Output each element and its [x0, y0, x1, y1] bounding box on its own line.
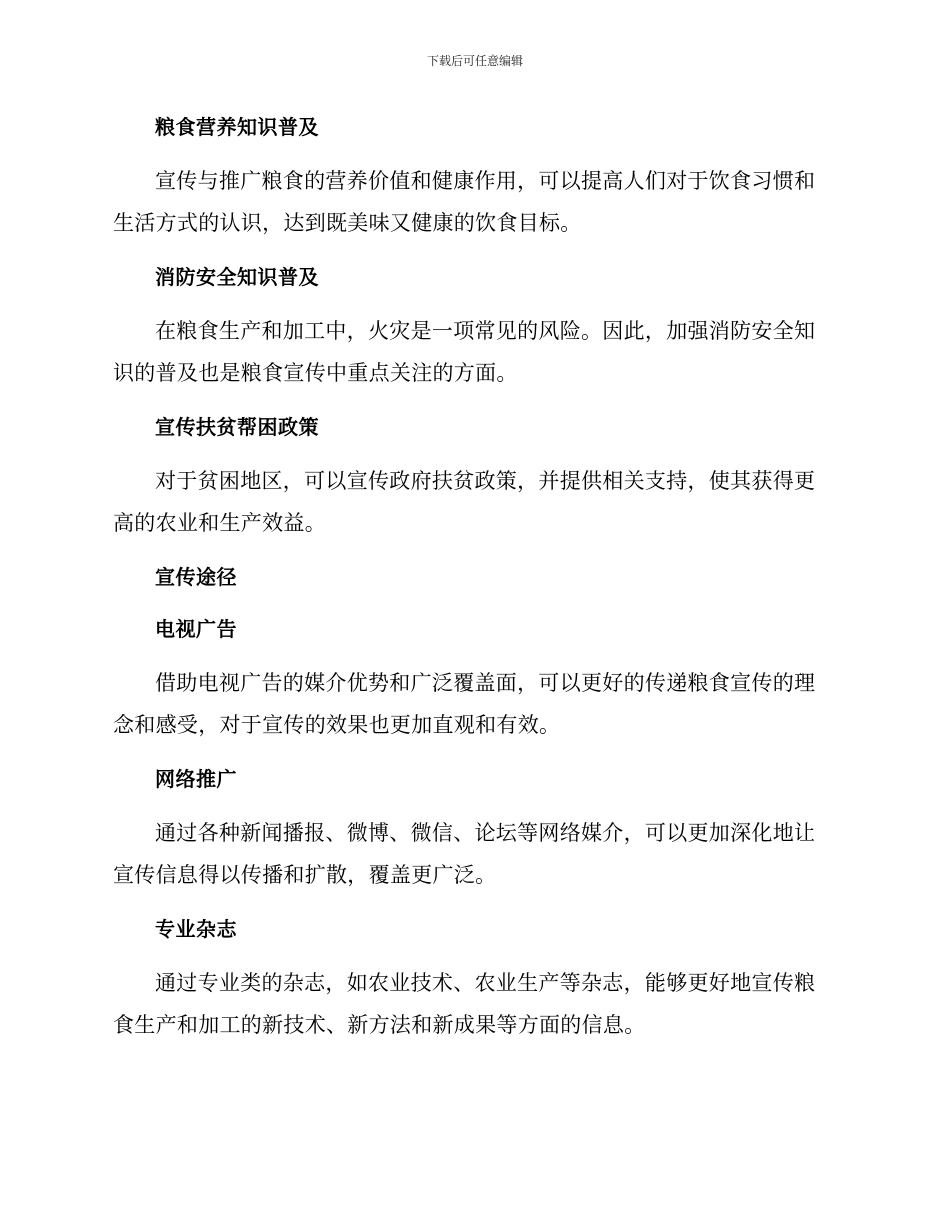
- section-heading-nutrition: 粮食营养知识普及: [155, 115, 319, 139]
- section-heading-tv-ads: 电视广告: [155, 617, 237, 641]
- paragraph-fire-safety: 在粮食生产和加工中，火灾是一项常见的风险。因此，加强消防安全知识的普及也是粮食宣传中重点关注的方面。: [113, 319, 816, 385]
- section-heading-magazines: 专业杂志: [155, 917, 237, 941]
- paragraph-tv-ads: 借助电视广告的媒介优势和广泛覆盖面，可以更好的传递粮食宣传的理念和感受，对于宣传的效果也更加直观和有效。: [113, 671, 816, 737]
- document-body: [113, 108, 833, 1060]
- paragraph-magazines: 通过专业类的杂志，如农业技术、农业生产等杂志，能够更好地宣传粮食生产和加工的新技术、新方法和新成果等方面的信息。: [113, 971, 816, 1037]
- paragraph-online: 通过各种新闻播报、微博、微信、论坛等网络媒介，可以更加深化地让宣传信息得以传播和扩散，覆盖更广泛。: [113, 821, 816, 887]
- paragraph-nutrition: 宣传与推广粮食的营养价值和健康作用，可以提高人们对于饮食习惯和生活方式的认识，达到既美味又健康的饮食目标。: [113, 169, 816, 235]
- section-heading-channels: 宣传途径: [155, 565, 237, 589]
- section-heading-poverty-policy: 宣传扶贫帮困政策: [155, 415, 319, 439]
- paragraph-poverty-policy: 对于贫困地区，可以宣传政府扶贫政策，并提供相关支持，使其获得更高的农业和生产效益。: [113, 469, 816, 535]
- page-header: 下载后可任意编辑: [426, 54, 523, 68]
- section-heading-online: 网络推广: [155, 767, 237, 791]
- section-heading-fire-safety: 消防安全知识普及: [155, 265, 319, 289]
